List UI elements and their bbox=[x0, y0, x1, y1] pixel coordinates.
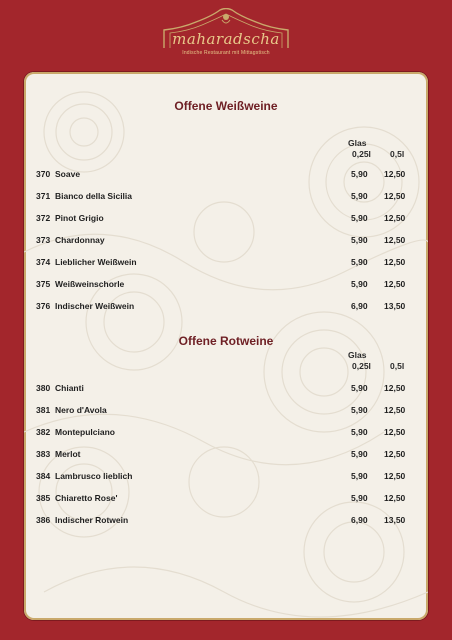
price-large: 12,50 bbox=[384, 449, 406, 459]
item-name: Montepulciano bbox=[55, 427, 115, 437]
item-name: Soave bbox=[55, 169, 81, 179]
item-number: 384 bbox=[36, 471, 51, 481]
col-glas-label: Glas bbox=[348, 138, 367, 148]
list-item bbox=[36, 257, 416, 269]
brand-tagline: Indische Restaurant mit Mittagstisch bbox=[182, 50, 270, 56]
list-item bbox=[36, 279, 416, 291]
price-large: 12,50 bbox=[384, 213, 406, 223]
item-name: Chardonnay bbox=[55, 235, 105, 245]
price-large: 13,50 bbox=[384, 301, 406, 311]
item-number: 370 bbox=[36, 169, 51, 179]
col-large-size: 0,5l bbox=[390, 149, 405, 159]
col-small-size: 0,25l bbox=[352, 361, 371, 371]
price-large: 12,50 bbox=[384, 235, 406, 245]
item-name: Chiaretto Rose' bbox=[55, 493, 118, 503]
item-number: 372 bbox=[36, 213, 51, 223]
item-name: Indischer Rotwein bbox=[55, 515, 129, 525]
item-number: 385 bbox=[36, 493, 51, 503]
price-large: 12,50 bbox=[384, 383, 406, 393]
list-item bbox=[36, 191, 416, 203]
item-number: 383 bbox=[36, 449, 51, 459]
item-name: Merlot bbox=[55, 449, 81, 459]
price-small: 5,90 bbox=[351, 191, 368, 201]
brand-name: maharadscha bbox=[172, 30, 280, 48]
section-title-weissweine: Offene Weißweine bbox=[174, 99, 278, 113]
item-name: Bianco della Sicilia bbox=[55, 191, 133, 201]
price-large: 12,50 bbox=[384, 405, 406, 415]
item-number: 373 bbox=[36, 235, 51, 245]
list-item bbox=[36, 493, 416, 505]
list-item bbox=[36, 427, 416, 439]
price-small: 5,90 bbox=[351, 257, 368, 267]
list-item bbox=[36, 301, 416, 313]
price-small: 5,90 bbox=[351, 213, 368, 223]
item-name: Pinot Grigio bbox=[55, 213, 104, 223]
list-item bbox=[36, 213, 416, 225]
price-small: 5,90 bbox=[351, 405, 368, 415]
col-large-size: 0,5l bbox=[390, 361, 405, 371]
item-name: Lieblicher Weißwein bbox=[55, 257, 137, 267]
price-small: 5,90 bbox=[351, 493, 368, 503]
list-item bbox=[36, 405, 416, 417]
header bbox=[0, 0, 452, 68]
price-small: 5,90 bbox=[351, 471, 368, 481]
price-large: 12,50 bbox=[384, 493, 406, 503]
price-small: 5,90 bbox=[351, 279, 368, 289]
menu-card bbox=[24, 72, 428, 620]
price-large: 13,50 bbox=[384, 515, 406, 525]
col-small-size: 0,25l bbox=[352, 149, 371, 159]
item-name: Lambrusco lieblich bbox=[55, 471, 133, 481]
list-item bbox=[36, 383, 416, 395]
item-name: Chianti bbox=[55, 383, 84, 393]
price-large: 12,50 bbox=[384, 257, 406, 267]
list-item bbox=[36, 449, 416, 461]
list-item bbox=[36, 471, 416, 483]
price-small: 5,90 bbox=[351, 427, 368, 437]
brand-logo bbox=[162, 8, 290, 58]
list-item bbox=[36, 235, 416, 247]
price-large: 12,50 bbox=[384, 191, 406, 201]
price-small: 5,90 bbox=[351, 235, 368, 245]
list-item bbox=[36, 515, 416, 527]
item-number: 386 bbox=[36, 515, 51, 525]
price-small: 5,90 bbox=[351, 449, 368, 459]
price-small: 6,90 bbox=[351, 301, 368, 311]
col-glas-label: Glas bbox=[348, 350, 367, 360]
item-name: Weißweinschorle bbox=[55, 279, 125, 289]
item-name: Indischer Weißwein bbox=[55, 301, 135, 311]
price-small: 6,90 bbox=[351, 515, 368, 525]
item-number: 371 bbox=[36, 191, 51, 201]
price-large: 12,50 bbox=[384, 279, 406, 289]
item-number: 382 bbox=[36, 427, 51, 437]
item-number: 374 bbox=[36, 257, 51, 267]
item-name: Nero d'Avola bbox=[55, 405, 107, 415]
item-number: 381 bbox=[36, 405, 51, 415]
price-small: 5,90 bbox=[351, 383, 368, 393]
section-title-rotweine: Offene Rotweine bbox=[178, 334, 274, 348]
item-number: 376 bbox=[36, 301, 51, 311]
item-number: 375 bbox=[36, 279, 51, 289]
item-number: 380 bbox=[36, 383, 51, 393]
list-item bbox=[36, 169, 416, 181]
price-large: 12,50 bbox=[384, 169, 406, 179]
price-small: 5,90 bbox=[351, 169, 368, 179]
price-large: 12,50 bbox=[384, 471, 406, 481]
price-large: 12,50 bbox=[384, 427, 406, 437]
